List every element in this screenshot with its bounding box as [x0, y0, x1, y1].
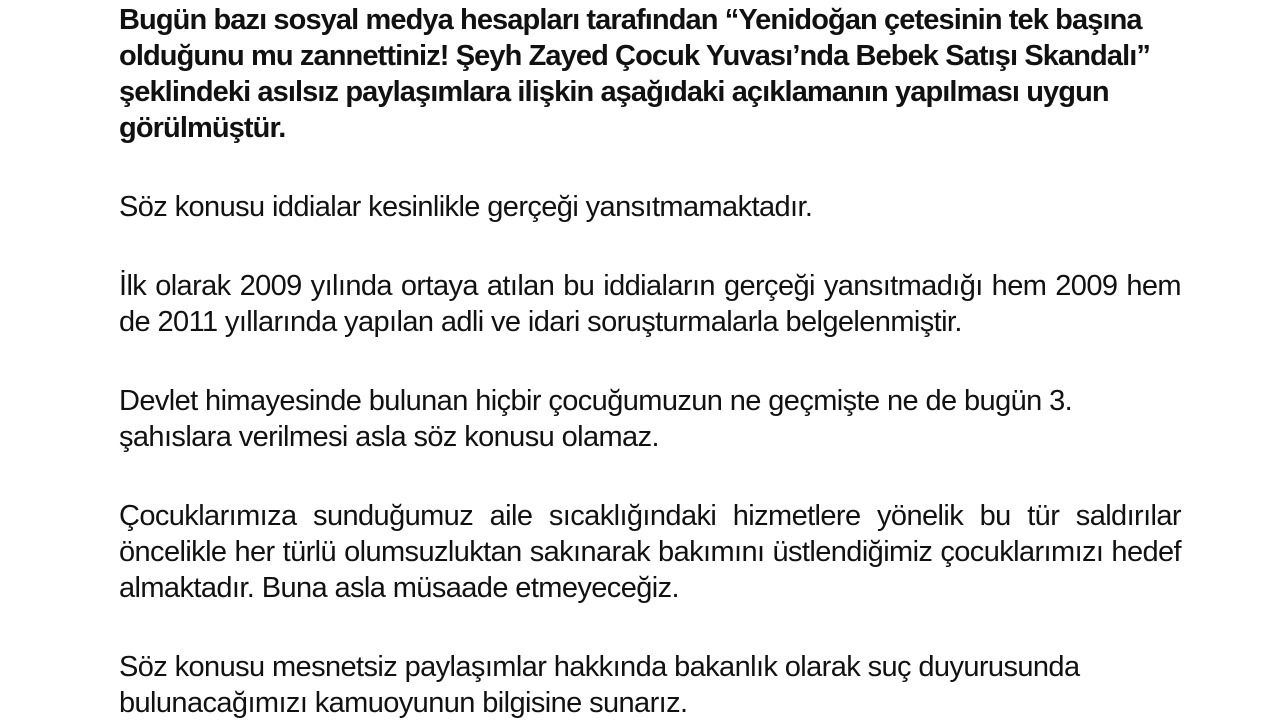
state-protection-paragraph: Devlet himayesinde bulunan hiçbir çocuğumuzun ne geçmişte ne de bugün 3. şahıslara verilmesi asla söz konusu olamaz.: [119, 385, 1073, 453]
denial-paragraph: Söz konusu iddialar kesinlikle gerçeği yansıtmamaktadır.: [119, 191, 813, 223]
statement-body: [119, 2, 1181, 720]
children-paragraph: Çocuklarımıza sunduğumuz aile sıcaklığındaki hizmetlere yönelik bu tür saldırılar öncelikle her türlü olumsuzluktan sakınarak bakımını üstlendiğimiz çocuklarımızı hedef almaktadır. Buna asla müsaade etmeyeceğiz.: [119, 500, 1181, 604]
legal-action-paragraph: Söz konusu mesnetsiz paylaşımlar hakkında bakanlık olarak suç duyurusunda bulunacağımızı kamuoyunun bilgisine sunarız.: [119, 651, 1080, 719]
intro-paragraph: Bugün bazı sosyal medya hesapları tarafından “Yenidoğan çetesinin tek başına olduğunu mu zannettiniz! Şeyh Zayed Çocuk Yuvası’nda Bebek Satışı Skandalı” şeklindeki asılsız paylaşımlara ilişkin aşağıdaki açıklamanın yapılması uygun görülmüştür.: [119, 4, 1150, 144]
investigation-paragraph: İlk olarak 2009 yılında ortaya atılan bu iddiaların gerçeği yansıtmadığı hem 2009 hem de 2011 yıllarında yapılan adli ve idari soruşturmalarla belgelenmiştir.: [119, 270, 1181, 338]
